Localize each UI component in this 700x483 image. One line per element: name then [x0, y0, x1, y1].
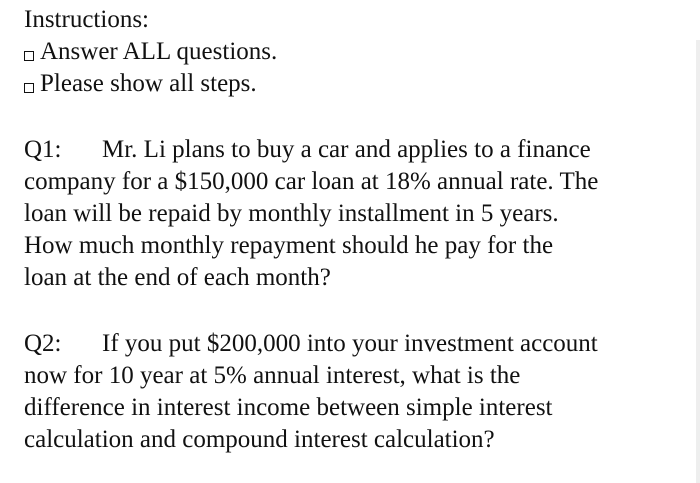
instruction-text: Please show all steps. — [40, 70, 257, 97]
spacer — [24, 100, 684, 134]
question-line: calculation and compound interest calculation? — [24, 426, 495, 453]
question-line: loan at the end of each month? — [24, 264, 331, 291]
checkbox-bullet-icon — [24, 83, 34, 93]
spacer — [24, 294, 684, 328]
scroll-edge — [696, 40, 700, 483]
document-page — [24, 4, 684, 456]
question-line: loan will be repaid by monthly installment in 5 years. — [24, 200, 559, 227]
checkbox-bullet-icon — [24, 51, 34, 61]
question-1 — [24, 134, 684, 294]
instruction-item — [24, 36, 684, 68]
instruction-text: Answer ALL questions. — [40, 38, 278, 65]
question-line: now for 10 year at 5% annual interest, what is the — [24, 362, 521, 389]
question-label: Q1: — [24, 136, 62, 163]
question-2 — [24, 328, 684, 456]
instructions-heading: Instructions: — [24, 6, 149, 33]
question-line: company for a $150,000 car loan at 18% annual rate. The — [24, 168, 599, 195]
instruction-item — [24, 68, 684, 100]
question-label: Q2: — [24, 330, 62, 357]
question-line: How much monthly repayment should he pay for the — [24, 232, 554, 259]
question-line: difference in interest income between simple interest — [24, 394, 553, 421]
question-line: Mr. Li plans to buy a car and applies to a finance — [102, 136, 591, 163]
question-line: If you put $200,000 into your investment account — [102, 330, 598, 357]
